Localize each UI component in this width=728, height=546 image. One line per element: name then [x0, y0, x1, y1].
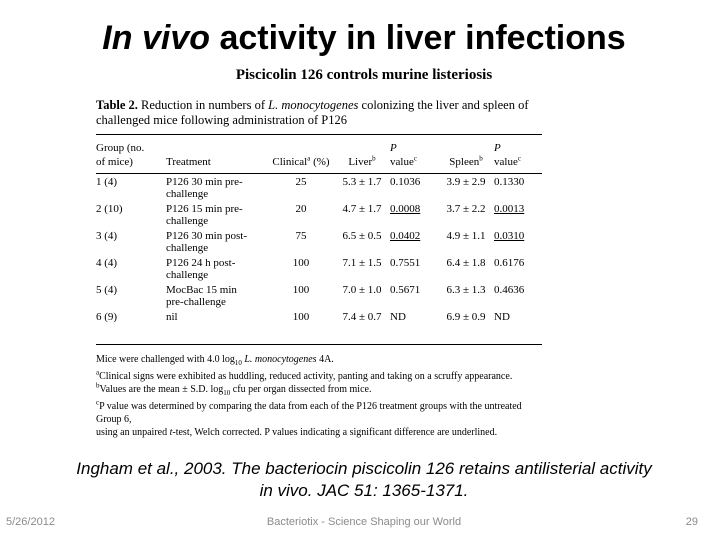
table-row	[96, 255, 542, 282]
footnote-c: $^c$P value was determined by comparing the data from each of the P126 treatment groups with the untreated Group 6,	[96, 398, 522, 425]
cell-p-spleen: ND	[494, 311, 510, 323]
cell-clinical: 100	[292, 284, 310, 296]
cell-group: 2 (10)	[96, 203, 123, 215]
cell-clinical: 75	[295, 230, 307, 242]
footnote-a: $^a$Clinical signs were exhibited as huddling, reduced activity, panting and taking on a scruffy appearance.	[96, 368, 513, 382]
cell-liver: 4.7 ± 1.7	[342, 203, 382, 215]
cell-p-spleen: 0.0013	[494, 203, 525, 215]
cell-treatment: MocBac 15 min pre-challenge	[166, 284, 237, 308]
cell-group: 4 (4)	[96, 257, 118, 269]
slide-title	[0, 18, 728, 58]
cell-p-spleen: 0.1330	[494, 176, 525, 188]
cell-group: 5 (4)	[96, 284, 118, 296]
footer-date: 5/26/2012	[6, 516, 55, 528]
table-caption	[96, 98, 542, 128]
paper-title: Piscicolin 126 controls murine listeriosis	[235, 67, 493, 83]
header-treatment: Treatment	[166, 156, 211, 168]
table-row	[96, 174, 542, 201]
footnote-b: $^b$Values are the mean ± S.D. $\log_{10}$ cfu per organ dissected from mice.	[96, 381, 372, 397]
cell-treatment: P126 15 min pre- challenge	[166, 203, 243, 227]
cell-clinical: 20	[295, 203, 307, 215]
cell-spleen: 6.3 ± 1.3	[446, 284, 486, 296]
cell-p-liver: 0.0008	[390, 203, 421, 215]
cell-liver: 7.4 ± 0.7	[342, 311, 382, 323]
table-row	[96, 228, 542, 255]
cell-treatment: P126 30 min post- challenge	[166, 230, 247, 254]
table-caption-species: L. monocytogenes	[268, 98, 359, 112]
cell-p-liver: 0.1036	[390, 176, 421, 188]
citation-line-2: in vivo. JAC 51: 1365-1371.	[259, 481, 469, 500]
footnote-c-cont: using an unpaired t-test, Welch corrected. P values indicating a significant difference are underlined.	[96, 427, 498, 438]
cell-group: 6 (9)	[96, 311, 118, 323]
cell-clinical: 100	[292, 257, 310, 269]
cell-spleen: 3.7 ± 2.2	[446, 203, 486, 215]
table-row	[96, 282, 542, 309]
header-p-spleen: P value$^c$	[494, 142, 521, 168]
cell-spleen: 6.4 ± 1.8	[446, 257, 486, 269]
header-p-liver: P value$^c$	[390, 142, 417, 168]
cell-group: 3 (4)	[96, 230, 118, 242]
cell-liver: 6.5 ± 0.5	[342, 230, 382, 242]
table-footnotes	[96, 353, 542, 439]
cell-liver: 5.3 ± 1.7	[342, 176, 382, 188]
table-caption-text-after: colonizing the liver and spleen of challenged mice following administration of P126	[96, 98, 529, 127]
header-group: Group (no. of mice)	[96, 142, 145, 168]
footnote-challenge: Mice were challenged with 4.0 $\log_{10} L$. monocytogenes 4A.	[96, 354, 334, 367]
table-excerpt	[96, 98, 542, 439]
slide-title-italic: In vivo	[102, 19, 210, 57]
cell-group: 1 (4)	[96, 176, 118, 188]
table-row	[96, 201, 542, 228]
cell-p-liver: 0.0402	[390, 230, 421, 242]
cell-spleen: 4.9 ± 1.1	[446, 230, 486, 242]
cell-clinical: 25	[295, 176, 307, 188]
footer-page-number: 29	[685, 516, 698, 528]
cell-p-spleen: 0.4636	[494, 284, 525, 296]
table-caption-label: Table 2.	[96, 98, 138, 112]
table-row	[96, 309, 542, 336]
cell-liver: 7.1 ± 1.5	[342, 257, 382, 269]
citation	[0, 458, 728, 502]
citation-line-1: Ingham et al., 2003. The bacteriocin piscicolin 126 retains antilisterial activity	[76, 459, 652, 478]
table-header-row	[96, 135, 542, 169]
cell-spleen: 3.9 ± 2.9	[446, 176, 486, 188]
slide-title-rest: activity in liver infections	[210, 19, 626, 57]
header-clinical: Clinical$^a$ (%)	[272, 154, 330, 168]
cell-p-liver: ND	[390, 311, 406, 323]
cell-p-liver: 0.5671	[390, 284, 421, 296]
cell-liver: 7.0 ± 1.0	[342, 284, 382, 296]
cell-clinical: 100	[292, 311, 310, 323]
header-spleen: Spleen$^b$	[449, 154, 483, 168]
results-table	[96, 135, 542, 336]
cell-treatment: nil	[166, 311, 178, 323]
table-caption-text: Reduction in numbers of	[137, 98, 269, 112]
footer-center-text: Bacteriotix - Science Shaping our World	[266, 516, 462, 528]
cell-p-spleen: 0.6176	[494, 257, 525, 269]
cell-treatment: P126 30 min pre- challenge	[166, 176, 243, 200]
cell-spleen: 6.9 ± 0.9	[446, 311, 486, 323]
header-liver: Liver$^b$	[348, 154, 376, 168]
cell-p-liver: 0.7551	[390, 257, 421, 269]
cell-p-spleen: 0.0310	[494, 230, 525, 242]
table-bottom-rule	[96, 344, 542, 345]
cell-treatment: P126 24 h post- challenge	[166, 257, 236, 281]
